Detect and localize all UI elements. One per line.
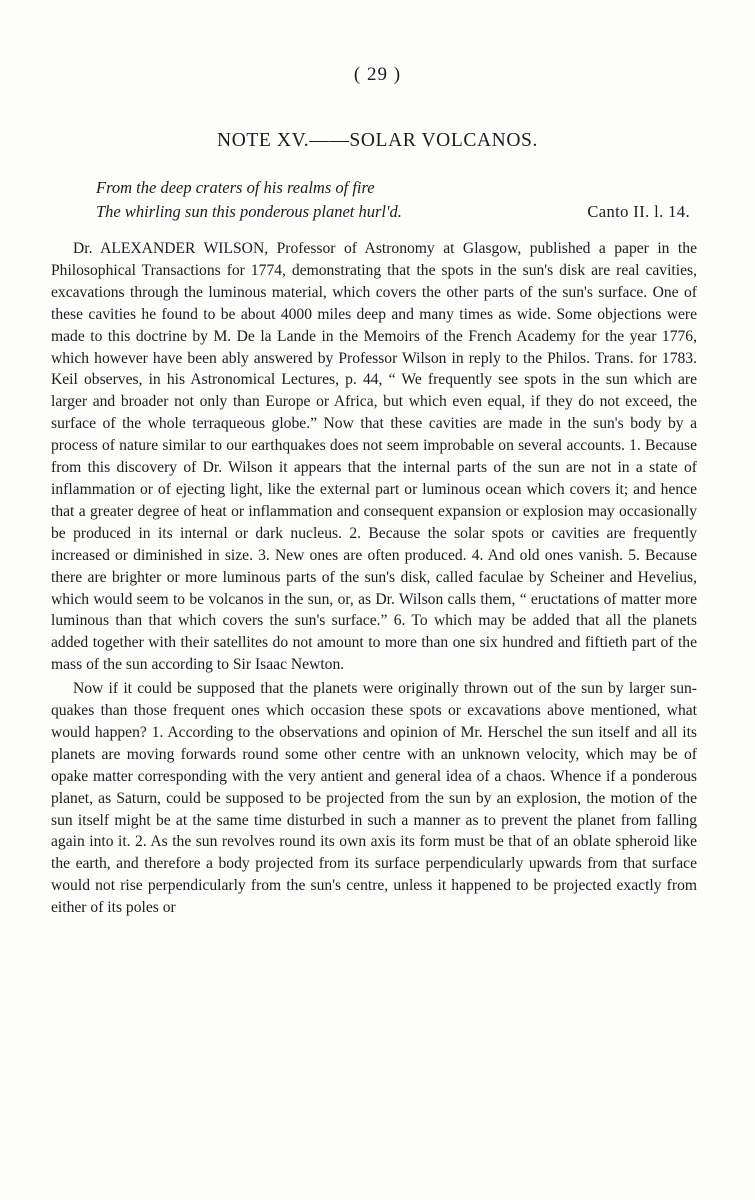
epigraph-line-1: From the deep craters of his realms of fire [96,178,375,197]
epigraph-citation: Canto II. l. 14. [587,202,690,221]
epigraph-line-2: The whirling sun this ponderous planet hurl'd. [96,202,402,221]
paragraph-1: Dr. ALEXANDER WILSON, Professor of Astronomy at Glasgow, published a paper in the Philosophical Transactions for 1774, demonstrating that the spots in the sun's disk are real cavities, excavations through the luminous material, which covers the other parts of the sun's surface. One of these cavities he found to be about 4000 miles deep and many times as wide. Some objections were made to this doctrine by M. De la Lande in the Memoirs of the French Academy for the year 1776, which however have been ably answered by Professor Wilson in reply to the Philos. Trans. for 1783. Keil observes, in his Astronomical Lectures, p. 44, “ We frequently see spots in the sun which are larger and broader not only than Europe or Africa, but which even equal, if they do not exceed, the surface of the whole terraqueous globe.” Now that these cavities are made in the sun's body by a process of nature similar to our earthquakes does not seem improbable on several accounts. 1. Because from this discovery of Dr. Wilson it appears that the internal parts of the sun are not in a state of inflammation or of ejecting light, like the external part or luminous ocean which covers it; and hence that a greater degree of heat or inflammation and consequent expansion or explosion may occasionally be produced in its internal or dark nucleus. 2. Because the solar spots or cavities are frequently increased or diminished in size. 3. New ones are often produced. 4. And old ones vanish. 5. Because there are brighter or more luminous parts of the sun's disk, called faculae by Scheiner and Hevelius, which would seem to be volcanos in the sun, or, as Dr. Wilson calls them, “ eructations of matter more luminous than that which covers the sun's surface.” 6. To which may be added that all the planets added together with their satellites do not amount to more than one six hundred and fiftieth part of the mass of the sun according to Sir Isaac Newton. [51,240,697,674]
body-text [51,238,697,919]
note-title: NOTE XV.——SOLAR VOLCANOS. [217,130,538,151]
page-number: ( 29 ) [353,64,402,85]
paragraph-2: Now if it could be supposed that the planets were originally thrown out of the sun by larger sun-quakes than those frequent ones which occasion these spots or excavations above mentioned, what would happen? 1. According to the observations and opinion of Mr. Herschel the sun itself and all its planets are moving forwards round some other centre with an unknown velocity, which may be of opake matter corresponding with the very antient and general idea of a chaos. Whence if a ponderous planet, as Saturn, could be supposed to be projected from the sun by an explosion, the motion of the sun itself might be at the same time disturbed in such a manner as to prevent the planet from falling again into it. 2. As the sun revolves round its own axis its form must be that of an oblate spheroid like the earth, and therefore a body projected from its surface perpendicularly upwards from that surface would not rise perpendicularly from the sun's centre, unless it happened to be projected exactly from either of its poles or [51,680,697,917]
epigraph [96,176,696,224]
